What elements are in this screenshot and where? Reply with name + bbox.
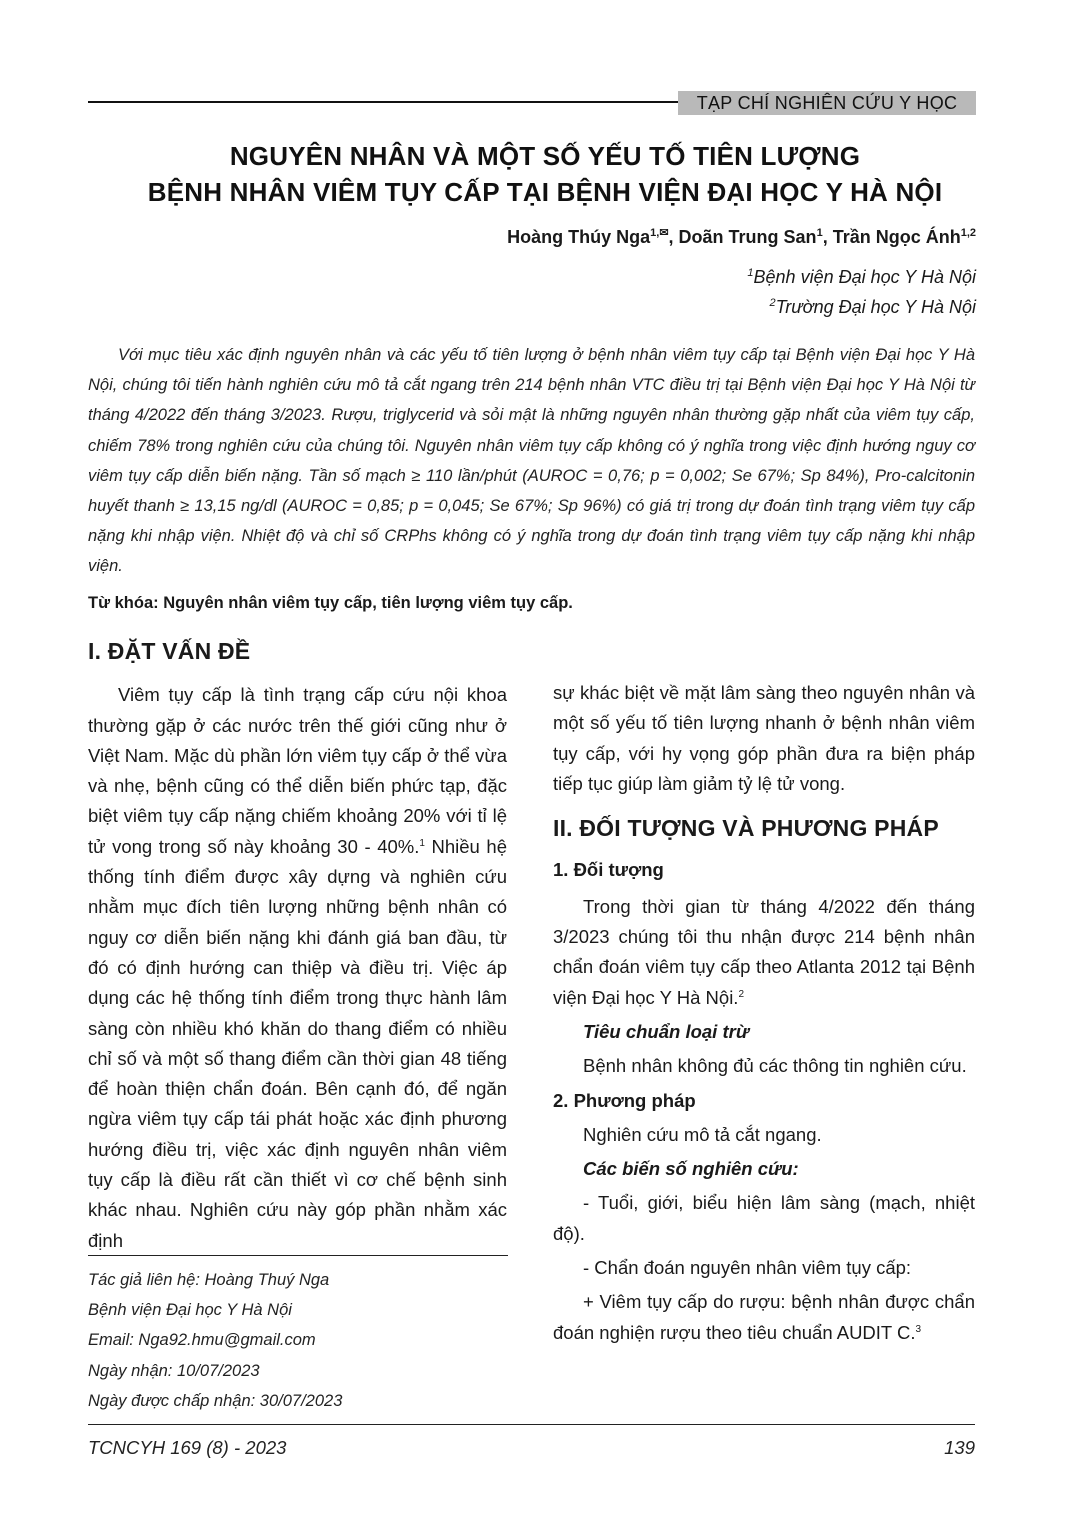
footnote-rule (88, 1255, 508, 1256)
author-3-affil: 1,2 (960, 227, 976, 239)
affiliation-2-sup: 2 (769, 297, 776, 309)
article-title (60, 138, 1030, 210)
footnote-corresponding: Tác giả liên hệ: Hoàng Thuý Nga (88, 1271, 330, 1289)
affiliation-1-sup: 1 (747, 267, 754, 279)
intro-text-b: Nhiều hệ thống tính điểm được xây dựng và nghiên cứu nhằm mục đích tiên lượng những bệnh nhân có nguy cơ diễn biến nặng khi đánh giá ban đầu, từ đó có định hướng can thiệp và điều trị. Việc áp dụng các hệ thống tính điểm trong thực hành lâm sàng còn nhiều khó khăn do thang điểm có nhiều chỉ số và một số thang điểm cần thời gian 48 tiếng để hoàn thiện chẩn đoán. Bên cạnh đó, để ngăn ngừa viêm tụy cấp tái phát hoặc xác định phương hướng điều trị, việc xác định nguyên nhân viêm tụy cấp là điều rất cần thiết vì cơ chế bệnh sinh khác nhau. Nghiên cứu này góp phần nhằm xác định (88, 835, 507, 1251)
citation-3: 3 (915, 1323, 922, 1335)
subheading-methods: 2. Phương pháp (553, 1089, 696, 1111)
exclusion-criteria-title: Tiêu chuẩn loại trừ (583, 1020, 750, 1042)
author-3: , Trần Ngọc Ánh (822, 227, 961, 247)
affiliation-1-text: Bệnh viện Đại học Y Hà Nội (753, 267, 976, 287)
title-line-2: BỆNH NHÂN VIÊM TỤY CẤP TẠI BỆNH VIỆN ĐẠI HỌC Y HÀ NỘI (147, 177, 943, 207)
page-number: 139 (944, 1437, 975, 1458)
abstract: Với mục tiêu xác định nguyên nhân và các yếu tố tiên lượng ở bệnh nhân viêm tụy cấp tại Bệnh viện Đại học Y Hà Nội, chúng tôi tiến hành nghiên cứu mô tả cắt ngang trên 214 bệnh nhân VTC điều trị tại Bệnh viện Đại học Y Hà Nội từ tháng 4/2022 đến tháng 3/2023. Rượu, triglycerid và sỏi mật là những nguyên nhân thường gặp nhất của viêm tụy cấp, chiếm 78% trong nghiên cứu của chúng tôi. Nguyên nhân viêm tụy cấp không có ý nghĩa trong việc định hướng nguy cơ viêm tụy cấp diễn biến nặng. Tần số mạch ≥ 110 lần/phút (AUROC = 0,76; p = 0,002; Se 67%; Sp 84%), Pro-calcitonin huyết thanh ≥ 13,15 ng/dl (AUROC = 0,85; p = 0,045; Se 67%; Sp 96%) có giá trị trong dự đoán tình trạng viêm tụy cấp nặng khi nhập viện. Nhiệt độ và chỉ số CRPhs không có ý nghĩa trong dự đoán tình trạng viêm tụy cấp nặng khi nhập viện. (88, 346, 975, 576)
affiliation-2 (770, 297, 977, 318)
exclusion-criteria-text: Bệnh nhân không đủ các thông tin nghiên cứu. (583, 1055, 967, 1077)
author-2-affil: 1 (816, 227, 823, 239)
intro-text-a: Viêm tụy cấp là tình trạng cấp cứu nội khoa thường gặp ở các nước trên thế giới cũng như ở Việt Nam. Mặc dù phần lớn viêm tụy cấp ở thể vừa và nhẹ, bệnh cũng có thể diễn biến phức tạp, đặc biệt viêm tụy cấp nặng chiếm khoảng 20% với tỉ lệ tử vong trong số này khoảng 30 - 40%. (88, 684, 507, 857)
author-1: Hoàng Thúy Nga (507, 227, 651, 247)
intro-paragraph (88, 680, 507, 1256)
footnote-received: Ngày nhận: 10/07/2023 (88, 1361, 260, 1380)
footnote-email: Email: Nga92.hmu@gmail.com (88, 1331, 316, 1350)
variable-item-3 (553, 1287, 975, 1348)
footer-journal-issue: TCNCYH 169 (8) - 2023 (88, 1437, 287, 1458)
footer-rule (88, 1424, 975, 1425)
section-heading-2: II. ĐỐI TƯỢNG VÀ PHƯƠNG PHÁP (553, 815, 939, 842)
left-column (88, 636, 507, 1256)
intro-continuation: sự khác biệt về mặt lâm sàng theo nguyên nhân và một số yếu tố tiên lượng nhanh ở bệnh nhân viêm tụy cấp, với hy vọng góp phần đưa ra biện pháp tiếp tục giúp làm giảm tỷ lệ tử vong. (553, 682, 975, 794)
section-heading-1: I. ĐẶT VẤN ĐỀ (88, 638, 251, 664)
author-list (507, 226, 976, 248)
citation-1: 1 (419, 837, 425, 849)
affiliation-2-text: Trường Đại học Y Hà Nội (775, 297, 976, 317)
title-line-1: NGUYÊN NHÂN VÀ MỘT SỐ YẾU TỐ TIÊN LƯỢNG (229, 141, 861, 171)
variable-item-2: - Chẩn đoán nguyên nhân viêm tụy cấp: (583, 1257, 912, 1279)
footnote-accepted: Ngày được chấp nhận: 30/07/2023 (88, 1391, 343, 1410)
author-1-affil: 1, (650, 227, 660, 239)
affiliation-1 (747, 267, 976, 288)
variables-title: Các biến số nghiên cứu: (583, 1158, 799, 1180)
right-column (553, 678, 975, 1348)
keywords: Từ khóa: Nguyên nhân viêm tụy cấp, tiên lượng viêm tụy cấp. (88, 594, 573, 612)
envelope-icon: ✉ (659, 227, 669, 239)
subjects-paragraph (553, 892, 975, 1013)
variable-item-1: - Tuổi, giới, biểu hiện lâm sàng (mạch, nhiệt độ). (553, 1192, 975, 1244)
variable-item-3-text: + Viêm tụy cấp do rượu: bệnh nhân được chẩn đoán nghiện rượu theo tiêu chuẩn AUDIT C. (553, 1291, 975, 1343)
methods-text: Nghiên cứu mô tả cắt ngang. (583, 1123, 822, 1145)
subjects-text: Trong thời gian từ tháng 4/2022 đến tháng 3/2023 chúng tôi thu nhận được 214 bệnh nhân chẩn đoán viêm tụy cấp theo Atlanta 2012 tại Bệnh viện Đại học Y Hà Nội. (553, 895, 975, 1008)
footnote-institution: Bệnh viện Đại học Y Hà Nội (88, 1301, 292, 1320)
footnotes (88, 1265, 342, 1416)
header-rule (88, 101, 678, 103)
author-2: , Doãn Trung San (668, 227, 817, 247)
subheading-subjects: 1. Đối tượng (553, 859, 664, 881)
citation-2: 2 (738, 988, 745, 1000)
journal-tag: TẠP CHÍ NGHIÊN CỨU Y HỌC (678, 91, 976, 115)
